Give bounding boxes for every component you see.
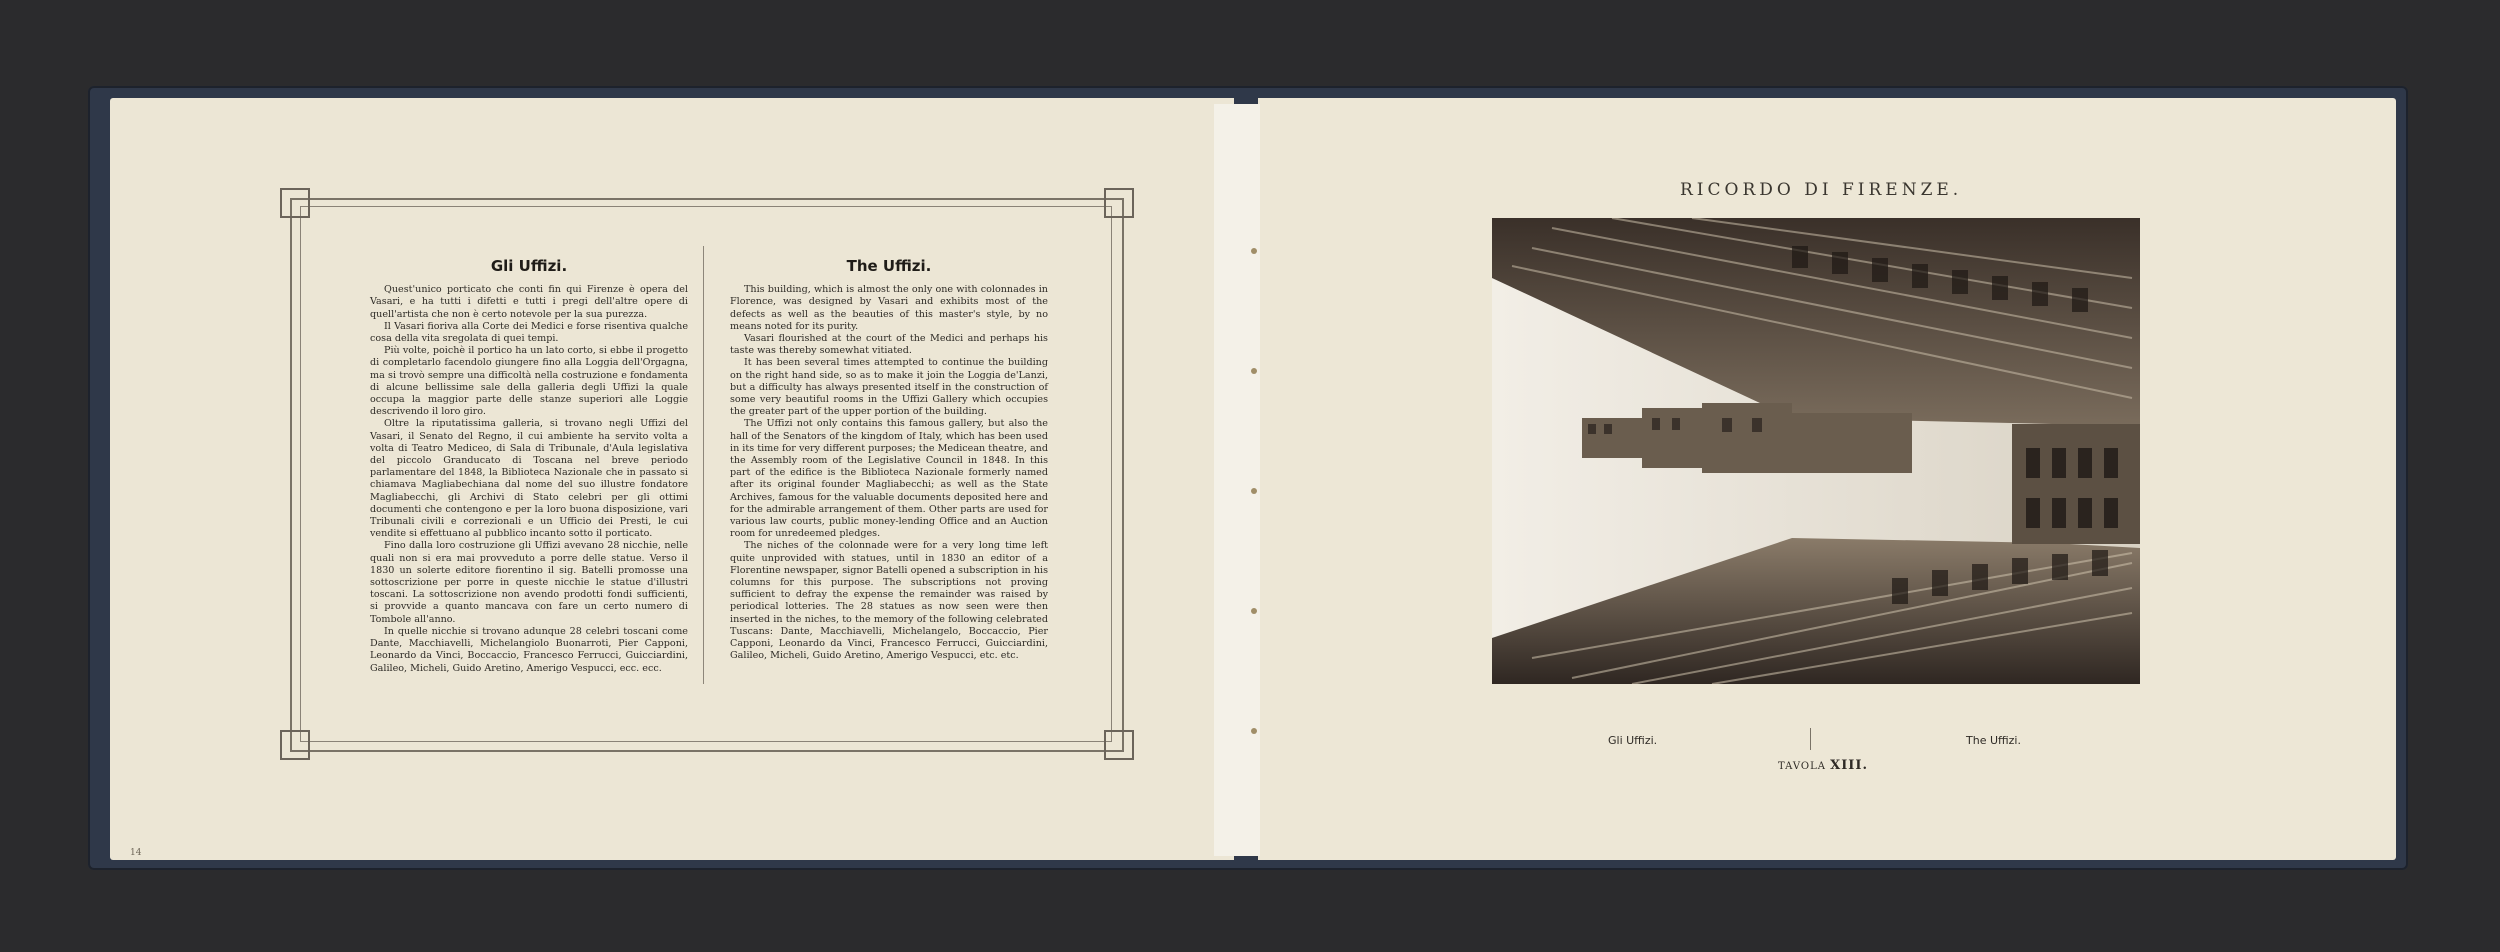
plate-header: RICORDO DI FIRENZE. bbox=[1680, 180, 1963, 200]
page-number: 14 bbox=[130, 848, 142, 858]
column-divider bbox=[703, 246, 704, 684]
binding-stitch bbox=[1251, 728, 1257, 734]
english-paragraph: The Uffizi not only contains this famous gallery, but also the hall of the Senators of the kingdom of Italy, which has been used in its time for very different purposes; the Medicean theatre, and the Assembly room of the Legislative Council in 1848. In this part of the edifice is the Biblioteca Nazionale formerly named after its original founder Magliabecchi; as well as the State Archives, famous for the valuable documents deposited here and for the admirable arrangement of them. Other parts are used for various law courts, public money-lending Office and an Auction room for unredeemed pledges. bbox=[730, 418, 1048, 540]
frame-corner-ornament bbox=[1104, 730, 1134, 760]
uffizi-photo-illustration bbox=[1492, 218, 2140, 684]
english-column bbox=[730, 257, 1048, 663]
page-gutter bbox=[1214, 104, 1260, 856]
italian-paragraph: Il Vasari fioriva alla Corte dei Medici e forse risentiva qualche cosa della vita sregolata di quei tempi. bbox=[370, 320, 688, 345]
binding-stitch bbox=[1251, 608, 1257, 614]
italian-paragraph: In quelle nicchie si trovano adunque 28 celebri toscani come Dante, Macchiavelli, Michelangiolo Buonarroti, Pier Capponi, Leonardo da Vinci, Boccaccio, Francesco Ferrucci, Guicciardini, Galileo, Micheli, Guido Aretino, Amerigo Vespucci, ecc. ecc. bbox=[370, 625, 688, 674]
english-title: The Uffizi. bbox=[846, 257, 932, 275]
caption-separator bbox=[1810, 728, 1811, 750]
plate-number: XIII. bbox=[1830, 758, 1868, 773]
italian-title: Gli Uffizi. bbox=[490, 257, 568, 275]
english-paragraph: Vasari flourished at the court of the Medici and perhaps his taste was thereby somewhat vitiated. bbox=[730, 333, 1048, 357]
frame-corner-ornament bbox=[1104, 188, 1134, 218]
frame-corner-ornament bbox=[280, 730, 310, 760]
english-paragraph: This building, which is almost the only one with colonnades in Florence, was designed by Vasari and exhibits most of the defects as well as the beauties of this master's style, by no means noted for its purity. bbox=[730, 284, 1048, 332]
plate-label bbox=[1778, 758, 1868, 773]
binding-stitch bbox=[1251, 368, 1257, 374]
binding-stitch bbox=[1251, 248, 1257, 254]
italian-column bbox=[370, 257, 688, 675]
plate-label-text: TAVOLA bbox=[1778, 761, 1826, 772]
uffizi-photograph bbox=[1492, 218, 2140, 684]
caption-english: The Uffizi. bbox=[1966, 734, 2021, 747]
italian-paragraph: Più volte, poichè il portico ha un lato corto, si ebbe il progetto di completarlo facendolo giungere fino alla Loggia dell'Orgagna, ma si trovò sempre una difficoltà nella costruzione e fondamenta di alcune bellissime sale della galleria degli Uffizi la quale occupa la maggior parte delle stanze superiori alle Loggie descrivendo il loro giro. bbox=[370, 345, 688, 418]
caption-italian: Gli Uffizi. bbox=[1608, 734, 1658, 747]
italian-paragraph: Quest'unico porticato che conti fin qui Firenze è opera del Vasari, e ha tutti i difetti e tutti i pregi dell'altre opere di quell'artista che non è certo notevole per la sua purezza. bbox=[370, 284, 688, 320]
frame-corner-ornament bbox=[280, 188, 310, 218]
italian-paragraph: Fino dalla loro costruzione gli Uffizi avevano 28 nicchie, nelle quali non si era mai provveduto a porre delle statue. Verso il 1830 un solerte editore fiorentino il sig. Batelli promosse una sottoscrizione per porre in queste nicchie le statue d'illustri toscani. La sottoscrizione non avendo prodotti fondi sufficienti, si provvide a quanto mancava con fare un certo numero di Tombole all'anno. bbox=[370, 540, 688, 625]
english-paragraph: It has been several times attempted to continue the building on the right hand side, so as to make it join the Loggia de'Lanzi, but a difficulty has always presented itself in the construction of some very beautiful rooms in the Uffizi Gallery which occupies the greater part of the upper portion of the building. bbox=[730, 357, 1048, 418]
binding-stitch bbox=[1251, 488, 1257, 494]
english-paragraph: The niches of the colonnade were for a very long time left quite unprovided with statues, until in 1830 an editor of a Florentine newspaper, signor Batelli opened a subscription in his columns for this purpose. The subscriptions not proving sufficient to defray the expense the remainder was raised by periodical lotteries. The 28 statues as now seen were then inserted in the niches, to the memory of the following celebrated Tuscans: Dante, Macchiavelli, Michelangelo, Boccaccio, Pier Capponi, Leonardo da Vinci, Francesco Ferrucci, Guicciardini, Galileo, Micheli, Guido Aretino, Amerigo Vespucci, etc. etc. bbox=[730, 540, 1048, 662]
italian-paragraph: Oltre la riputatissima galleria, si trovano negli Uffizi del Vasari, il Senato del Regno, il cui ambiente ha servito volta a volta di Teatro Mediceo, di Sala di Tribunale, d'Aula legislativa del piccolo Granducato di Toscana nel breve periodo parlamentare del 1848, la Biblioteca Nazionale che in passato si chiamava Magliabechiana dal nome del suo illustre fondatore Magliabecchi, gli Archivi di Stato celebri per gli ottimi documenti che contengono e per la loro buona disposizione, vari Tribunali civili e correzionali e un Ufficio dei Presti, le cui vendite si effettuano al pubblico incanto sotto il porticato. bbox=[370, 418, 688, 540]
